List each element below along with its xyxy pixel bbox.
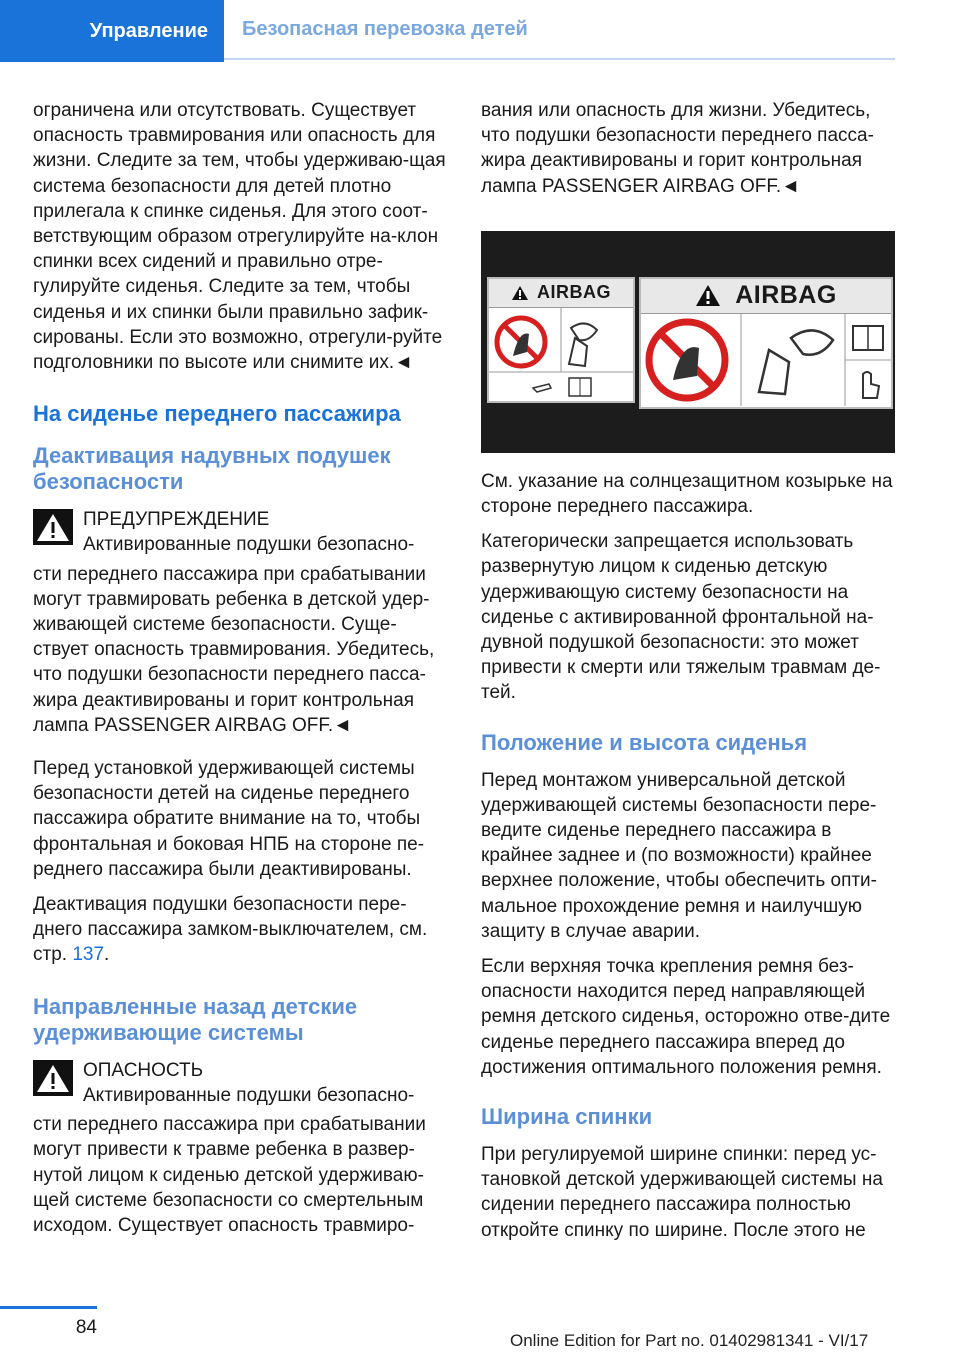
paragraph: ограничена или отсутствовать. Существует опасность травмирования или опасность для жизни. Следите за тем, чтобы удерживаю-щая система безопасности для детей плотно прилегала к спинке сиденья. Для этого соот-ветствующим образом отрегулируйте на-клон спинки всех сидений и правильно отре-гулируйте сиденья. Следите за тем, чтобы сиденья и их спинки были правильно зафик-сированы. Если это возможно, отрегули-руйте подголовники по высоте или снимите их.◄ [33,100,446,374]
paragraph: Перед установкой удерживающей системы безопасности детей на сиденье переднего пассажира обратите внимание на то, чтобы фронтальная и боковая НПБ на стороне пе-реднего пассажира были деактивированы. [33,758,425,880]
warning-triangle-icon [33,509,73,545]
page-reference-link[interactable]: 137 [72,944,105,966]
warning-triangle-icon [695,284,721,307]
danger-block [33,1058,449,1108]
warning-triangle-icon [511,285,529,301]
header-subsection: Безопасная перевозка детей [224,0,895,60]
danger-title: ОПАСНОСТЬ [83,1059,204,1081]
heading-deactivation: Деактивация надувных подушек безопасности [33,443,391,495]
page-number: 84 [75,1317,97,1338]
header-section-tab: Управление [0,0,224,62]
edition-note: Online Edition for Part no. 01402981341 - VI/17 [510,1331,869,1350]
warning-block [33,507,449,557]
paragraph: Если верхняя точка крепления ремня без-опасности находится перед направляющей ремня детского сиденья, осторожно отве-дите сиденье переднего пассажира вперед до достижения оптимального положения ремня. [481,956,891,1078]
airbag-label-small [487,277,635,403]
warning-text: сти переднего пассажира при срабатывании могут травмировать ребенка в детской удер-живающей системе безопасности. Суще-ствует опасность травмирования. Убедитесь, что подушки безопасности переднего пасса-жира деактивированы и горит контрольная лампа PASSENGER AIRBAG OFF.◄ [33,563,435,736]
right-column [481,98,897,1253]
paragraph-end: . [104,944,110,966]
airbag-label-large [639,277,893,409]
left-column [33,98,449,1256]
danger-first-line: Активированные подушки безопасно- [83,1084,415,1106]
airbag-pictograms-icon [489,308,633,400]
warning-first-line: Активированные подушки безопасно- [83,534,415,556]
footer-rule [0,1306,97,1309]
airbag-label-text: AIRBAG [537,282,611,303]
warning-triangle-icon [33,1060,73,1096]
heading-front-seat: На сиденье переднего пассажира [33,401,401,427]
airbag-pictograms-icon [641,314,891,406]
paragraph-text: Деактивация подушки безопасности пере-днего пассажира замком-выключателем, см. стр. [33,894,428,966]
heading-rear-facing: Направленные назад детские удерживающие системы [33,993,358,1045]
paragraph: Категорически запрещается использовать развернутую лицом к сиденью детскую удерживающую систему безопасности на сиденье с активированной фронтальной на-дувной подушкой безопасности: это может привести к смерти или тяжелым травмам де-тей. [481,531,881,704]
paragraph: При регулируемой ширине спинки: перед ус-тановкой детской удерживающей системы на сидении переднего пассажира полностью откройте спинку по ширине. После этого не [481,1144,883,1241]
heading-width: Ширина спинки [481,1104,653,1130]
airbag-label-small-header [489,279,633,308]
danger-text: сти переднего пассажира при срабатывании могут привести к травме ребенка в развер-нутой лицом к сиденью детской удерживаю-щей системе безопасности со смертельным исходом. Существует опасность травмиро- [33,1114,426,1236]
airbag-warning-labels-image [481,231,895,453]
warning-title: ПРЕДУПРЕЖДЕНИЕ [83,509,270,531]
paragraph: См. указание на солнцезащитном козырьке на стороне переднего пассажира. [481,470,893,518]
airbag-label-large-header [641,279,891,314]
airbag-label-text: AIRBAG [735,281,837,310]
paragraph-with-link [33,892,449,968]
paragraph: вания или опасность для жизни. Убедитесь, что подушки безопасности переднего пасса-жира деактивированы и горит контрольная лампа PASSENGER AIRBAG OFF.◄ [481,100,874,197]
paragraph: Перед монтажом универсальной детской удерживающей системы безопасности пере-ведите сиденье переднего пассажира в крайнее заднее и (по возможности) крайнее верхнее положение, чтобы обеспечить опти-мальное прохождение ремня и наилучшую защиту в случае аварии. [481,769,877,942]
heading-position: Положение и высота сиденья [481,729,808,755]
